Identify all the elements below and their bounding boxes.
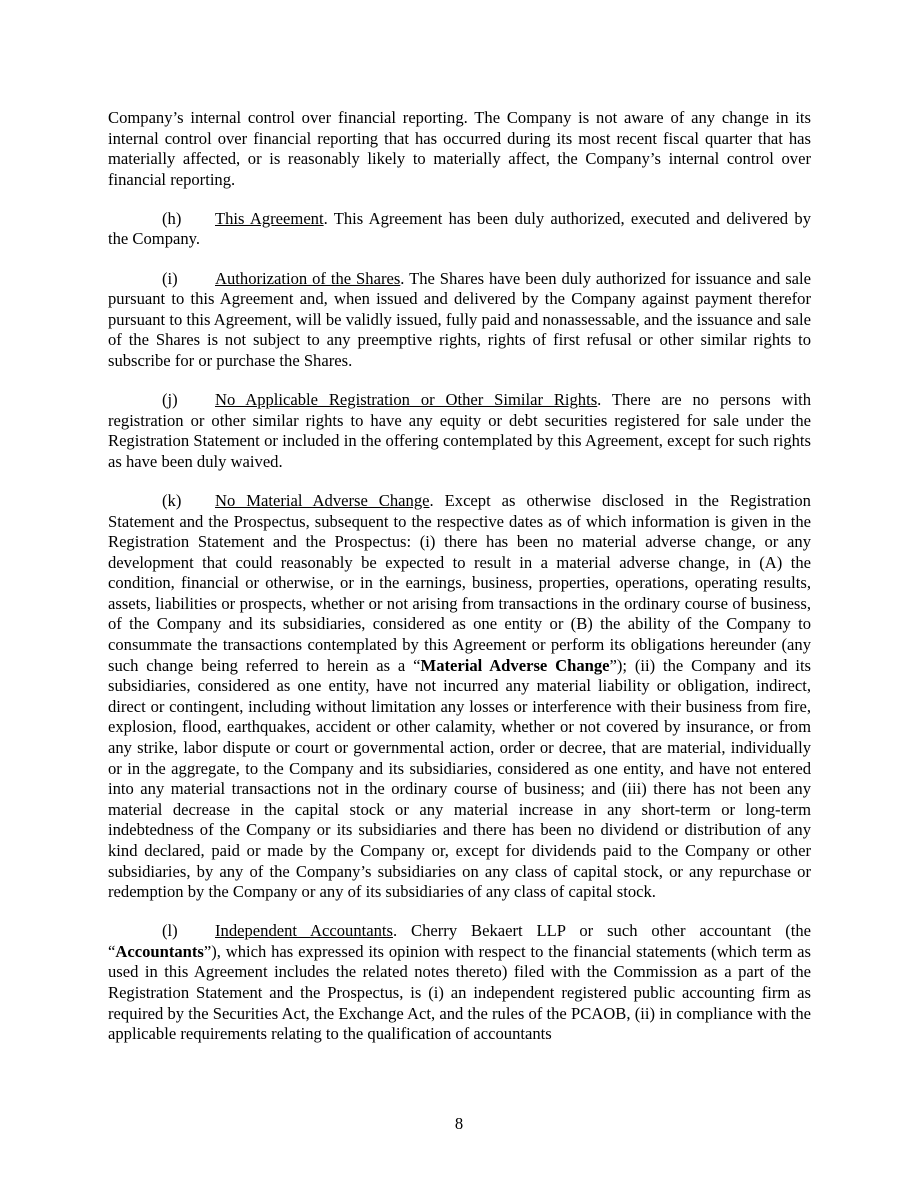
section-l-text-before: . Cherry Bekaert LLP or such other accountant (the “ — [108, 921, 811, 961]
section-l-heading: Independent Accountants — [215, 921, 393, 941]
section-h-heading: This Agreement — [215, 208, 324, 228]
section-k-text-before: . Except as otherwise disclosed in the Registration Statement and the Prospectus, subsequent to the respective dates as of which information is given in the Registration Statement and the Prospectus: (i) there has been no material adverse change, or any development that could reasonably be expected to result in a material adverse change, in (A) the condition, financial or otherwise, or in the earnings, business, properties, operations, operating results, assets, liabilities or prospects, whether or not arising from transactions in the ordinary course of business, of the Company and its subsidiaries, considered as one entity or (B) the ability of the Company to consummate the transactions contemplated by this Agreement or perform its obligations hereunder (any such change being referred to herein as a “ — [108, 490, 811, 675]
section-k-letter: (k) — [162, 490, 182, 510]
section-k-text-after: ”); (ii) the Company and its subsidiaries, considered as one entity, have not incurred any material liability or obligation, indirect, direct or contingent, including without limitation any losses or interference with their business from fire, explosion, flood, earthquakes, accident or other calamity, whether or not covered by insurance, or from any strike, labor dispute or court or governmental action, order or decree, that are material, individually or in the aggregate, to the Company and its subsidiaries, considered as one entity, and have not entered into any material transactions not in the ordinary course of business; and (iii) there has not been any material decrease in the capital stock or any material increase in any short-term or long-term indebtedness of the Company or its subsidiaries and there has been no dividend or distribution of any kind declared, paid or made by the Company or, except for dividends paid to the Company or other subsidiaries, by any of the Company’s subsidiaries on any class of capital stock, or any repurchase or redemption by the Company or any of its subsidiaries of any class of capital stock. — [108, 655, 812, 902]
continuation-paragraph: Company’s internal control over financial reporting. The Company is not aware of any change in its internal control over financial reporting that has occurred during its most recent fiscal quarter that has materially affected, or is reasonably likely to materially affect, the Company’s internal control over financial reporting. — [108, 108, 811, 189]
section-j-letter: (j) — [162, 390, 178, 410]
section-k-defined-term: Material Adverse Change — [420, 655, 610, 675]
section-k-heading: No Material Adverse Change — [215, 490, 430, 510]
section-i — [108, 269, 811, 372]
section-h-text: . This Agreement has been duly authorized, executed and delivered by the Company. — [108, 208, 811, 249]
section-l-defined-term: Accountants — [115, 941, 204, 961]
section-l — [108, 921, 811, 1045]
document-page — [108, 108, 811, 1063]
section-k — [108, 491, 811, 903]
section-j-heading: No Applicable Registration or Other Similar Rights — [215, 390, 598, 410]
page-number: 8 — [454, 1114, 464, 1133]
section-h — [108, 209, 811, 250]
section-j — [108, 390, 811, 472]
section-h-letter: (h) — [162, 208, 182, 228]
section-j-text: . There are no persons with registration or other similar rights to have any equity or debt securities registered for sale under the Registration Statement or included in the offering contemplated by this Agreement, except for such rights as have been duly waived. — [108, 390, 811, 471]
section-l-text-after: ”), which has expressed its opinion with respect to the financial statements (which term as used in this Agreement includes the related notes thereto) filed with the Commission as a part of the Registration Statement and the Prospectus, is (i) an independent registered public accounting firm as required by the Securities Act, the Exchange Act, and the rules of the PCAOB, (ii) in compliance with the applicable requirements relating to the qualification of accountants — [108, 941, 811, 1044]
section-i-text: . The Shares have been duly authorized for issuance and sale pursuant to this Agreement and, when issued and delivered by the Company against payment therefor pursuant to this Agreement, will be validly issued, fully paid and nonassessable, and the issuance and sale of the Shares is not subject to any preemptive rights, rights of first refusal or other similar rights to subscribe for or purchase the Shares. — [108, 268, 811, 370]
section-l-letter: (l) — [162, 921, 178, 941]
section-i-letter: (i) — [162, 268, 178, 288]
section-i-heading: Authorization of the Shares — [215, 268, 401, 288]
